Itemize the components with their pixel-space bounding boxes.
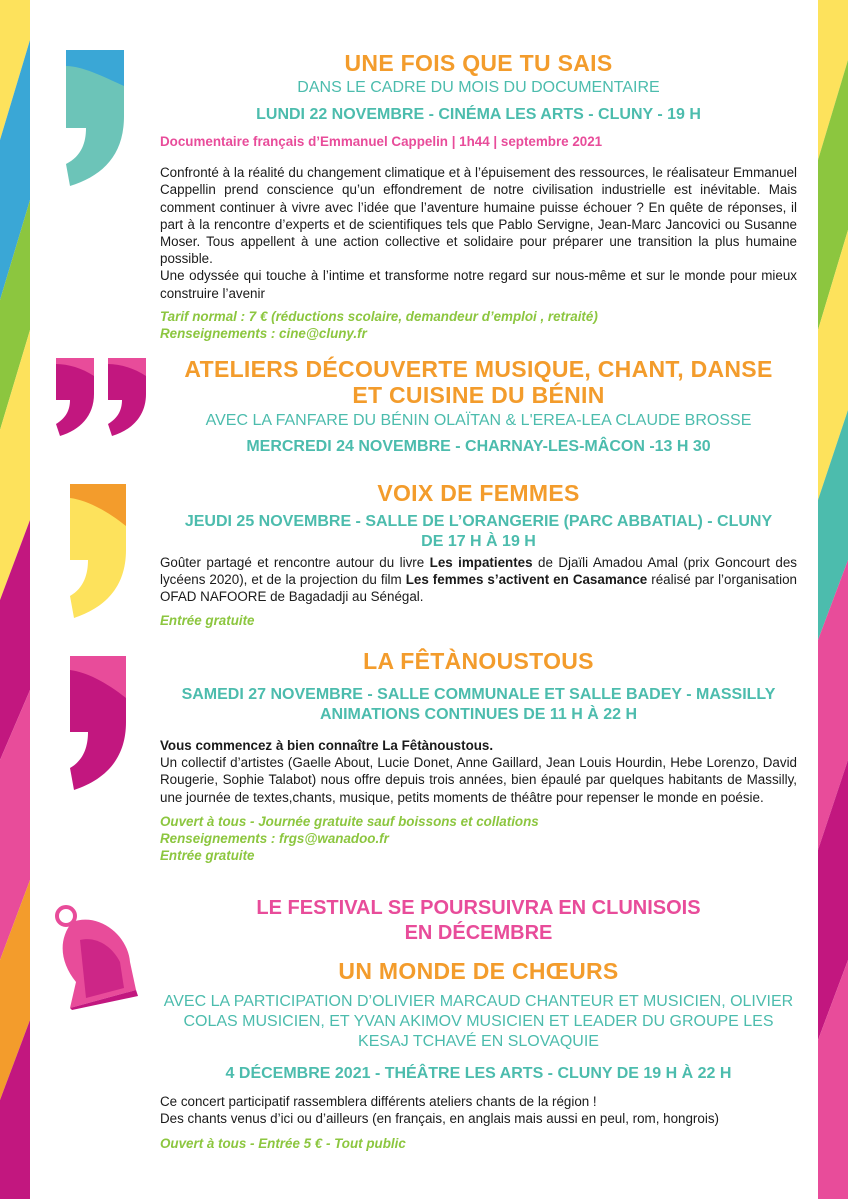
event-with-line3: KESAJ TCHAVÉ EN SLOVAQUIE [358, 1033, 599, 1050]
event-date: 4 DÉCEMBRE 2021 - THÉÂTRE LES ARTS - CLUNY DE 19 H À 22 H [225, 1065, 732, 1082]
december-announcement [160, 896, 797, 946]
event-open: Ouvert à tous - Entrée 5 € - Tout public [160, 1136, 406, 1152]
book-title: Les impatientes [429, 555, 533, 570]
event-fetanoustous [160, 648, 797, 864]
comma-quote-icon [62, 46, 128, 193]
event-info: Renseignements : cine@cluny.fr [160, 326, 367, 342]
event-date-line2: DE 17 H À 19 H [421, 533, 536, 550]
event-with-line1: AVEC LA PARTICIPATION D’OLIVIER MARCAUD CHANTEUR ET MUSICIEN, OLIVIER [163, 993, 794, 1010]
left-color-band [0, 0, 30, 1199]
event-title: LA FÊTÀNOUSTOUS [363, 648, 594, 674]
event-ateliers-benin [160, 356, 797, 457]
film-title: Les femmes s’activent en Casamance [405, 572, 648, 588]
event-date-line2: ANIMATIONS CONTINUES DE 11 H À 22 H [319, 706, 638, 723]
event-entry: Entrée gratuite [160, 848, 255, 864]
event-title-line2: ET CUISINE DU BÉNIN [352, 382, 605, 408]
event-credits: Documentaire français d’Emmanuel Cappelin | 1h44 | septembre 2021 [160, 134, 603, 149]
event-voix-de-femmes [160, 480, 797, 629]
bell-icon [50, 902, 142, 1015]
event-desc1: Ce concert participatif rassemblera différents ateliers chants de la région ! [160, 1094, 597, 1109]
event-description-2: Une odyssée qui touche à l’intime et transforme notre regard sur nous-même et sur le monde pour mieux construire l’avenir [160, 268, 797, 301]
event-title: UN MONDE DE CHŒURS [338, 958, 619, 984]
event-title: VOIX DE FEMMES [377, 480, 580, 506]
event-une-fois-que-tu-sais [160, 50, 797, 342]
event-title-line1: ATELIERS DÉCOUVERTE MUSIQUE, CHANT, DANSE [184, 356, 773, 382]
desc-part-c: réalisé par l’organisation OFAD NAFOORE de Bagadadji au Sénégal. [160, 572, 797, 605]
event-un-monde-de-choeurs [160, 958, 797, 1153]
december-line2: EN DÉCEMBRE [404, 922, 553, 944]
event-with: AVEC LA FANFARE DU BÉNIN OLAÏTAN & L'EREA-LEA CLAUDE BROSSE [205, 412, 752, 429]
event-date-line1: SAMEDI 27 NOVEMBRE - SALLE COMMUNALE ET SALLE BADEY - MASSILLY [181, 686, 776, 703]
event-date: LUNDI 22 NOVEMBRE - CINÉMA LES ARTS - CLUNY - 19 H [256, 106, 701, 123]
desc-part-b: de Djaïli Amadou Amal (prix Goncourt des lycéens 2020), et de la projection du film [160, 555, 797, 588]
december-line1: LE FESTIVAL SE POURSUIVRA EN CLUNISOIS [256, 897, 701, 919]
event-lead: Vous commencez à bien connaître La Fêtànoustous. [160, 738, 494, 753]
event-with-line2: COLAS MUSICIEN, ET YVAN AKIMOV MUSICIEN ET LEADER DU GROUPE LES [183, 1013, 774, 1030]
double-quote-icon [52, 354, 152, 443]
event-open: Ouvert à tous - Journée gratuite sauf boissons et collations [160, 813, 539, 829]
comma-quote-icon [66, 480, 130, 625]
event-context: DANS LE CADRE DU MOIS DU DOCUMENTAIRE [297, 79, 660, 96]
comma-quote-icon [66, 652, 130, 797]
event-info: Renseignements : frgs@wanadoo.fr [160, 831, 389, 847]
event-tarif: Tarif normal : 7 € (réductions scolaire, demandeur d’emploi , retraité) [160, 308, 598, 324]
event-description [160, 554, 797, 606]
event-description: Un collectif d’artistes (Gaelle About, Lucie Donet, Anne Gaillard, Jean Louis Hourdin, Hebe Lorenzo, David Rougerie, Sophie Talabot) nous offre depuis trois années, bien épaulé par quelques habitants de Massilly, une journée de textes,chants, musique, petits moments de théâtre pour repenser le monde en poésie. [160, 755, 797, 805]
desc-part-a: Goûter partagé et rencontre autour du livre [160, 555, 430, 570]
event-desc2: Des chants venus d’ici ou d’ailleurs (en français, en anglais mais aussi en peul, rom, hongrois) [160, 1111, 719, 1127]
event-date-line1: JEUDI 25 NOVEMBRE - SALLE DE L’ORANGERIE (PARC ABBATIAL) - CLUNY [184, 513, 773, 530]
right-color-band [818, 0, 848, 1199]
event-entry: Entrée gratuite [160, 612, 255, 628]
event-description: Confronté à la réalité du changement climatique et à l’épuisement des ressources, le réalisateur Emmanuel Cappellin prend conscience qu’un effondrement de notre civilisation industrielle est inévitable. Mais comment continuer à vivre avec l’idée que l’aventure humaine puisse échouer ? En quête de réponses, il part à la rencontre d’experts et de scientifiques tels que Pablo Servigne, Jean-Marc Jancovici ou Susanne Moser. Tous appellent à une action collective et solidaire pour préparer une transition la plus humaine possible. [160, 165, 797, 267]
event-date: MERCREDI 24 NOVEMBRE - CHARNAY-LES-MÂCON -13 H 30 [246, 438, 711, 455]
event-title: UNE FOIS QUE TU SAIS [344, 50, 613, 76]
